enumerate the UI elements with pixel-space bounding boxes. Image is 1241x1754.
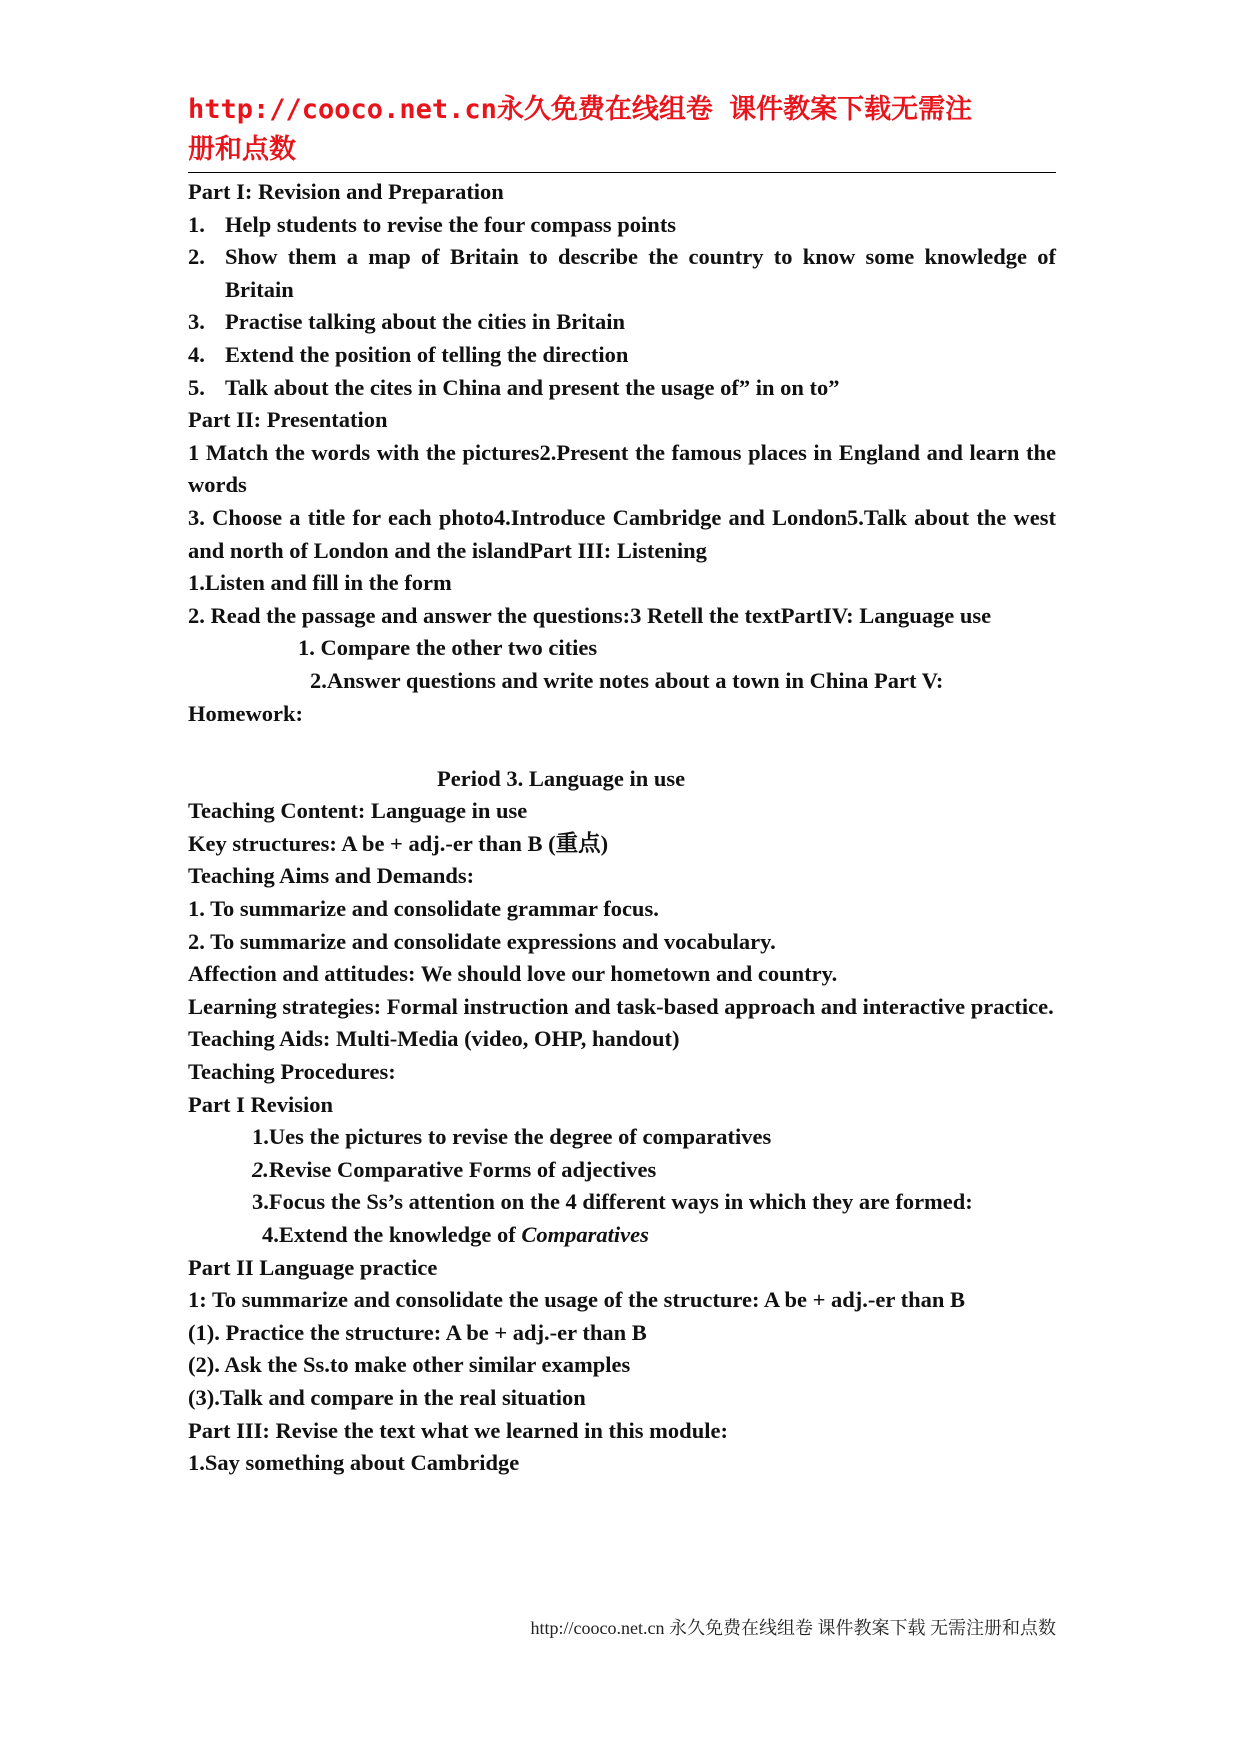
practice-item: (1). Practice the structure: A be + adj.-er than B (188, 1319, 647, 1345)
header-line-1[interactable]: http://cooco.net.cn永久免费在线组卷 课件教案下载无需注 (188, 94, 973, 125)
page-footer[interactable]: http://cooco.net.cn 永久免费在线组卷 课件教案下载 无需注册和点数 (530, 1618, 1056, 1638)
part2-title: Part II: Presentation (188, 407, 388, 433)
revision-text: Revise Comparative Forms of adjectives (268, 1156, 657, 1182)
language-practice-title: Part II Language practice (188, 1254, 438, 1280)
header-rule (188, 172, 1056, 173)
list-item (188, 306, 1056, 339)
list-number: 4. (188, 341, 205, 367)
paragraph: 1.Say something about Cambridge (188, 1450, 520, 1476)
paragraph: Homework: (188, 700, 303, 726)
affection: Affection and attitudes: We should love our hometown and country. (188, 961, 838, 987)
revision-emphasis: Comparatives (521, 1222, 649, 1247)
page-header (188, 90, 1058, 170)
document-body (188, 176, 1056, 1480)
part1-title: Part I: Revision and Preparation (188, 179, 504, 204)
paragraph: 1 Match the words with the pictures2.Present the famous places in England and learn the words (188, 439, 1056, 498)
list-text: Show them a map of Britain to describe the country to know some knowledge of Britain (225, 244, 1056, 302)
paragraph: 1.Listen and fill in the form (188, 570, 452, 596)
list-text: Help students to revise the four compass points (225, 211, 677, 237)
paragraph: 3. Choose a title for each photo4.Introduce Cambridge and London5.Talk about the west and north of London and the islandPart III: Listening (188, 504, 1056, 563)
key-structures: Key structures: A be + adj.-er than B (重点) (188, 830, 609, 856)
aim-item: 1. To summarize and consolidate grammar focus. (188, 896, 659, 922)
revision-item: 3.Focus the Ss’s attention on the 4 different ways in which they are formed: (252, 1189, 973, 1215)
teaching-aids: Teaching Aids: Multi-Media (video, OHP, handout) (188, 1026, 680, 1052)
paragraph: 1: To summarize and consolidate the usage of the structure: A be + adj.-er than B (188, 1287, 965, 1313)
practice-item: (3).Talk and compare in the real situation (188, 1384, 586, 1410)
teaching-content: Teaching Content: Language in use (188, 798, 528, 824)
aim-item: 2. To summarize and consolidate expressions and vocabulary. (188, 928, 776, 954)
revision-title: Part I Revision (188, 1091, 333, 1117)
strategies: Learning strategies: Formal instruction and task-based approach and interactive practice. (188, 993, 1054, 1019)
revision-text: 4.Extend the knowledge of (262, 1222, 522, 1247)
aims-title: Teaching Aims and Demands: (188, 863, 475, 889)
procedures-title: Teaching Procedures: (188, 1059, 396, 1085)
list-number: 3. (188, 309, 205, 335)
period-title: Period 3. Language in use (437, 765, 686, 791)
revision-item (188, 1154, 1056, 1187)
list-number: 1. (188, 211, 205, 237)
list-item (188, 372, 1056, 405)
list-item (188, 209, 1056, 242)
header-line-2: 册和点数 (188, 134, 296, 165)
list-text: Practise talking about the cities in Britain (225, 309, 625, 335)
list-item (188, 241, 1056, 306)
list-item (188, 339, 1056, 372)
paragraph: 2. Read the passage and answer the questions:3 Retell the textPartIV: Language use (188, 602, 992, 628)
revision-item (188, 1219, 1056, 1252)
list-text: Extend the position of telling the direction (225, 341, 629, 367)
revision-number: 2. (252, 1156, 269, 1182)
paragraph: 1. Compare the other two cities (298, 635, 598, 661)
list-text: Talk about the cites in China and present the usage of” in on to” (225, 374, 840, 400)
practice-item: (2). Ask the Ss.to make other similar examples (188, 1352, 631, 1378)
list-number: 2. (188, 244, 205, 270)
part3-title: Part III: Revise the text what we learned in this module: (188, 1417, 728, 1443)
paragraph: 2.Answer questions and write notes about a town in China Part V: (310, 667, 944, 693)
revision-item: 1.Ues the pictures to revise the degree of comparatives (252, 1124, 772, 1150)
spacer (188, 730, 1056, 763)
list-number: 5. (188, 374, 205, 400)
